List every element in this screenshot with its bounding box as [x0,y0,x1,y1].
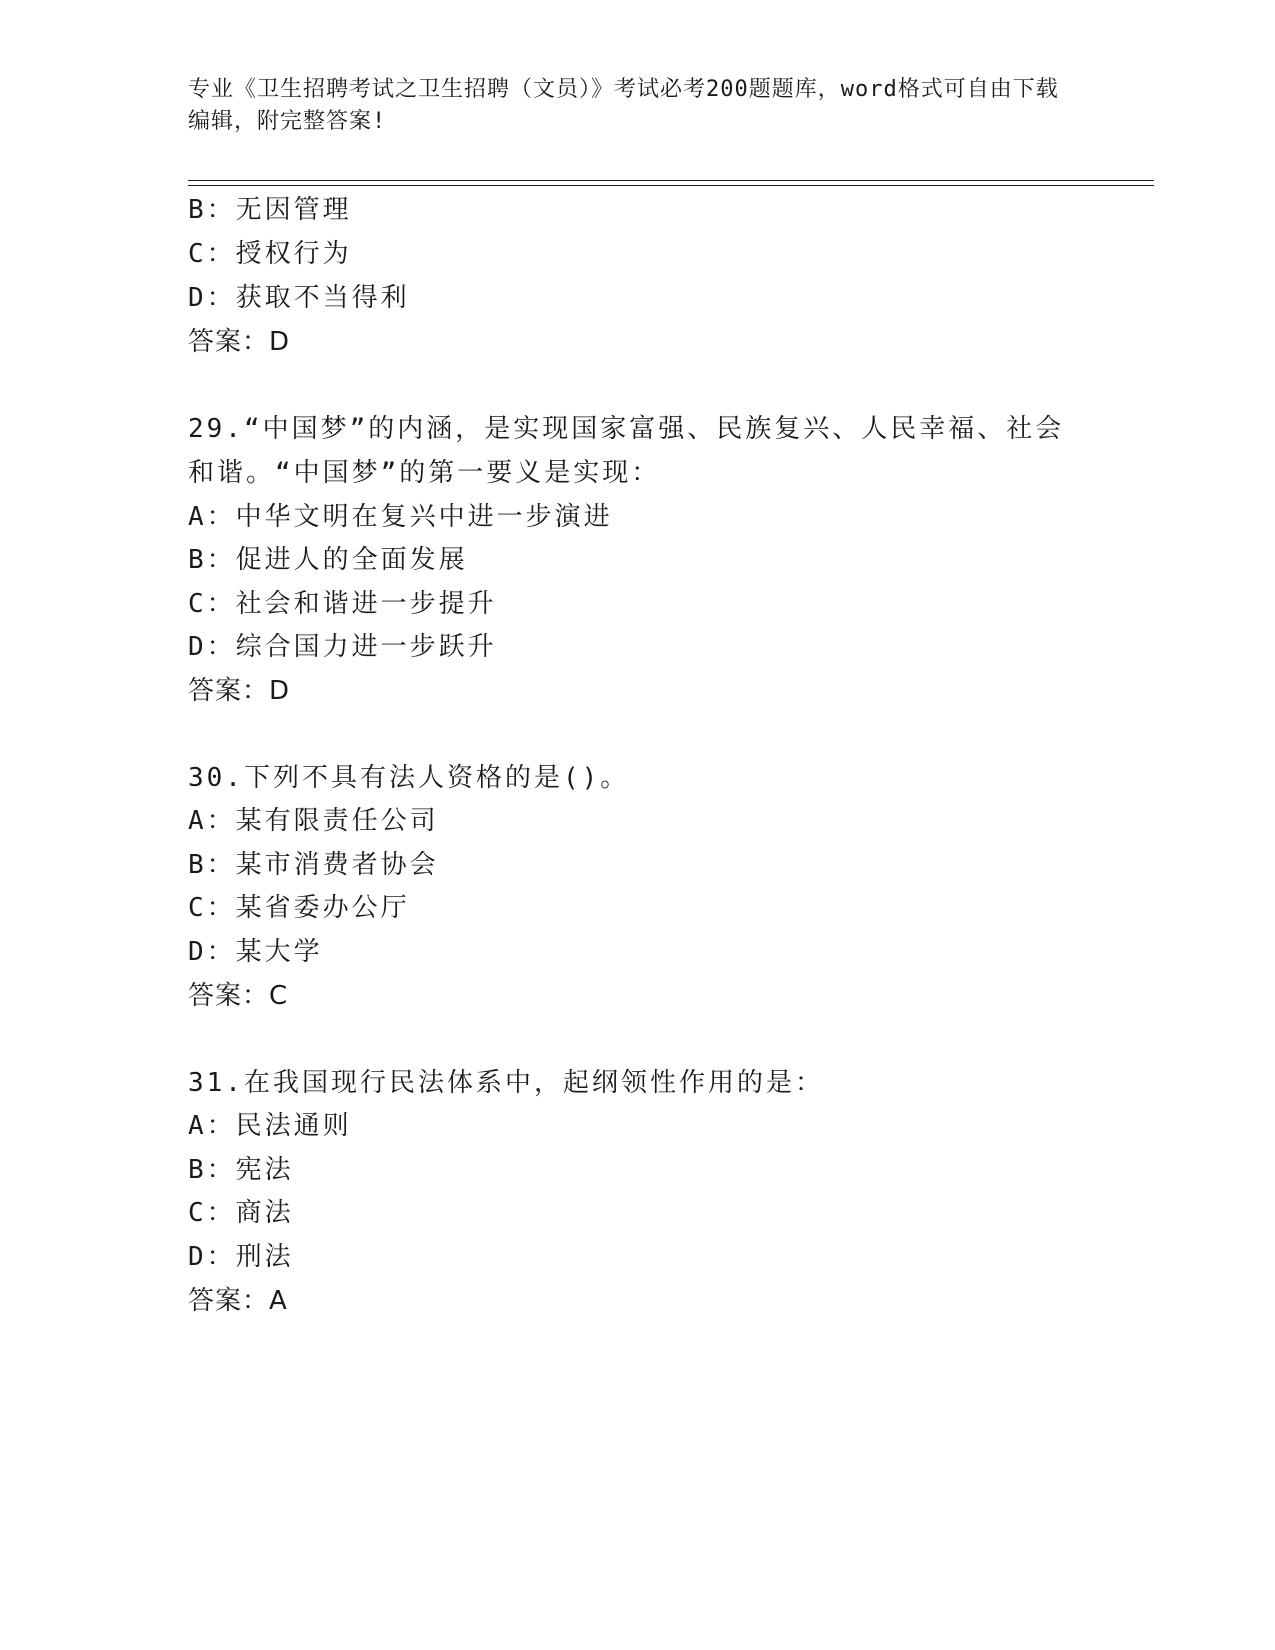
option-b: B：宪法 [188,1155,294,1185]
page-header: 专业《卫生招聘考试之卫生招聘（文员）》考试必考200题题库，word格式可自由下载编辑，附完整答案! [188,77,1059,134]
question-stem-continued: 和谐。“中国梦”的第一要义是实现： [188,458,661,488]
option-d: D：刑法 [188,1242,294,1272]
option-b: B：某市消费者协会 [188,850,439,880]
question-stem: 31.在我国现行民法体系中，起纲领性作用的是： [188,1068,824,1098]
question-stem: 30.下列不具有法人资格的是()。 [188,763,630,793]
answer: 答案：C [188,981,289,1011]
option-d: D：某大学 [188,937,323,967]
option-c: C：商法 [188,1198,294,1228]
option-b: B：无因管理 [188,195,352,225]
option-a: A：某有限责任公司 [188,806,439,836]
answer: 答案：D [188,327,291,357]
answer: 答案：D [188,676,291,706]
option-c: C：社会和谐进一步提升 [188,589,497,619]
header-divider [188,180,1154,186]
option-a: A：民法通则 [188,1111,352,1141]
answer: 答案：A [188,1286,288,1316]
question-stem: 29.“中国梦”的内涵，是实现国家富强、民族复兴、人民幸福、社会 [188,414,1065,444]
option-d: D：综合国力进一步跃升 [188,632,497,662]
option-c: C：授权行为 [188,239,352,269]
option-c: C：某省委办公厅 [188,893,410,923]
option-a: A：中华文明在复兴中进一步演进 [188,502,613,532]
option-b: B：促进人的全面发展 [188,545,468,575]
option-d: D：获取不当得利 [188,283,410,313]
